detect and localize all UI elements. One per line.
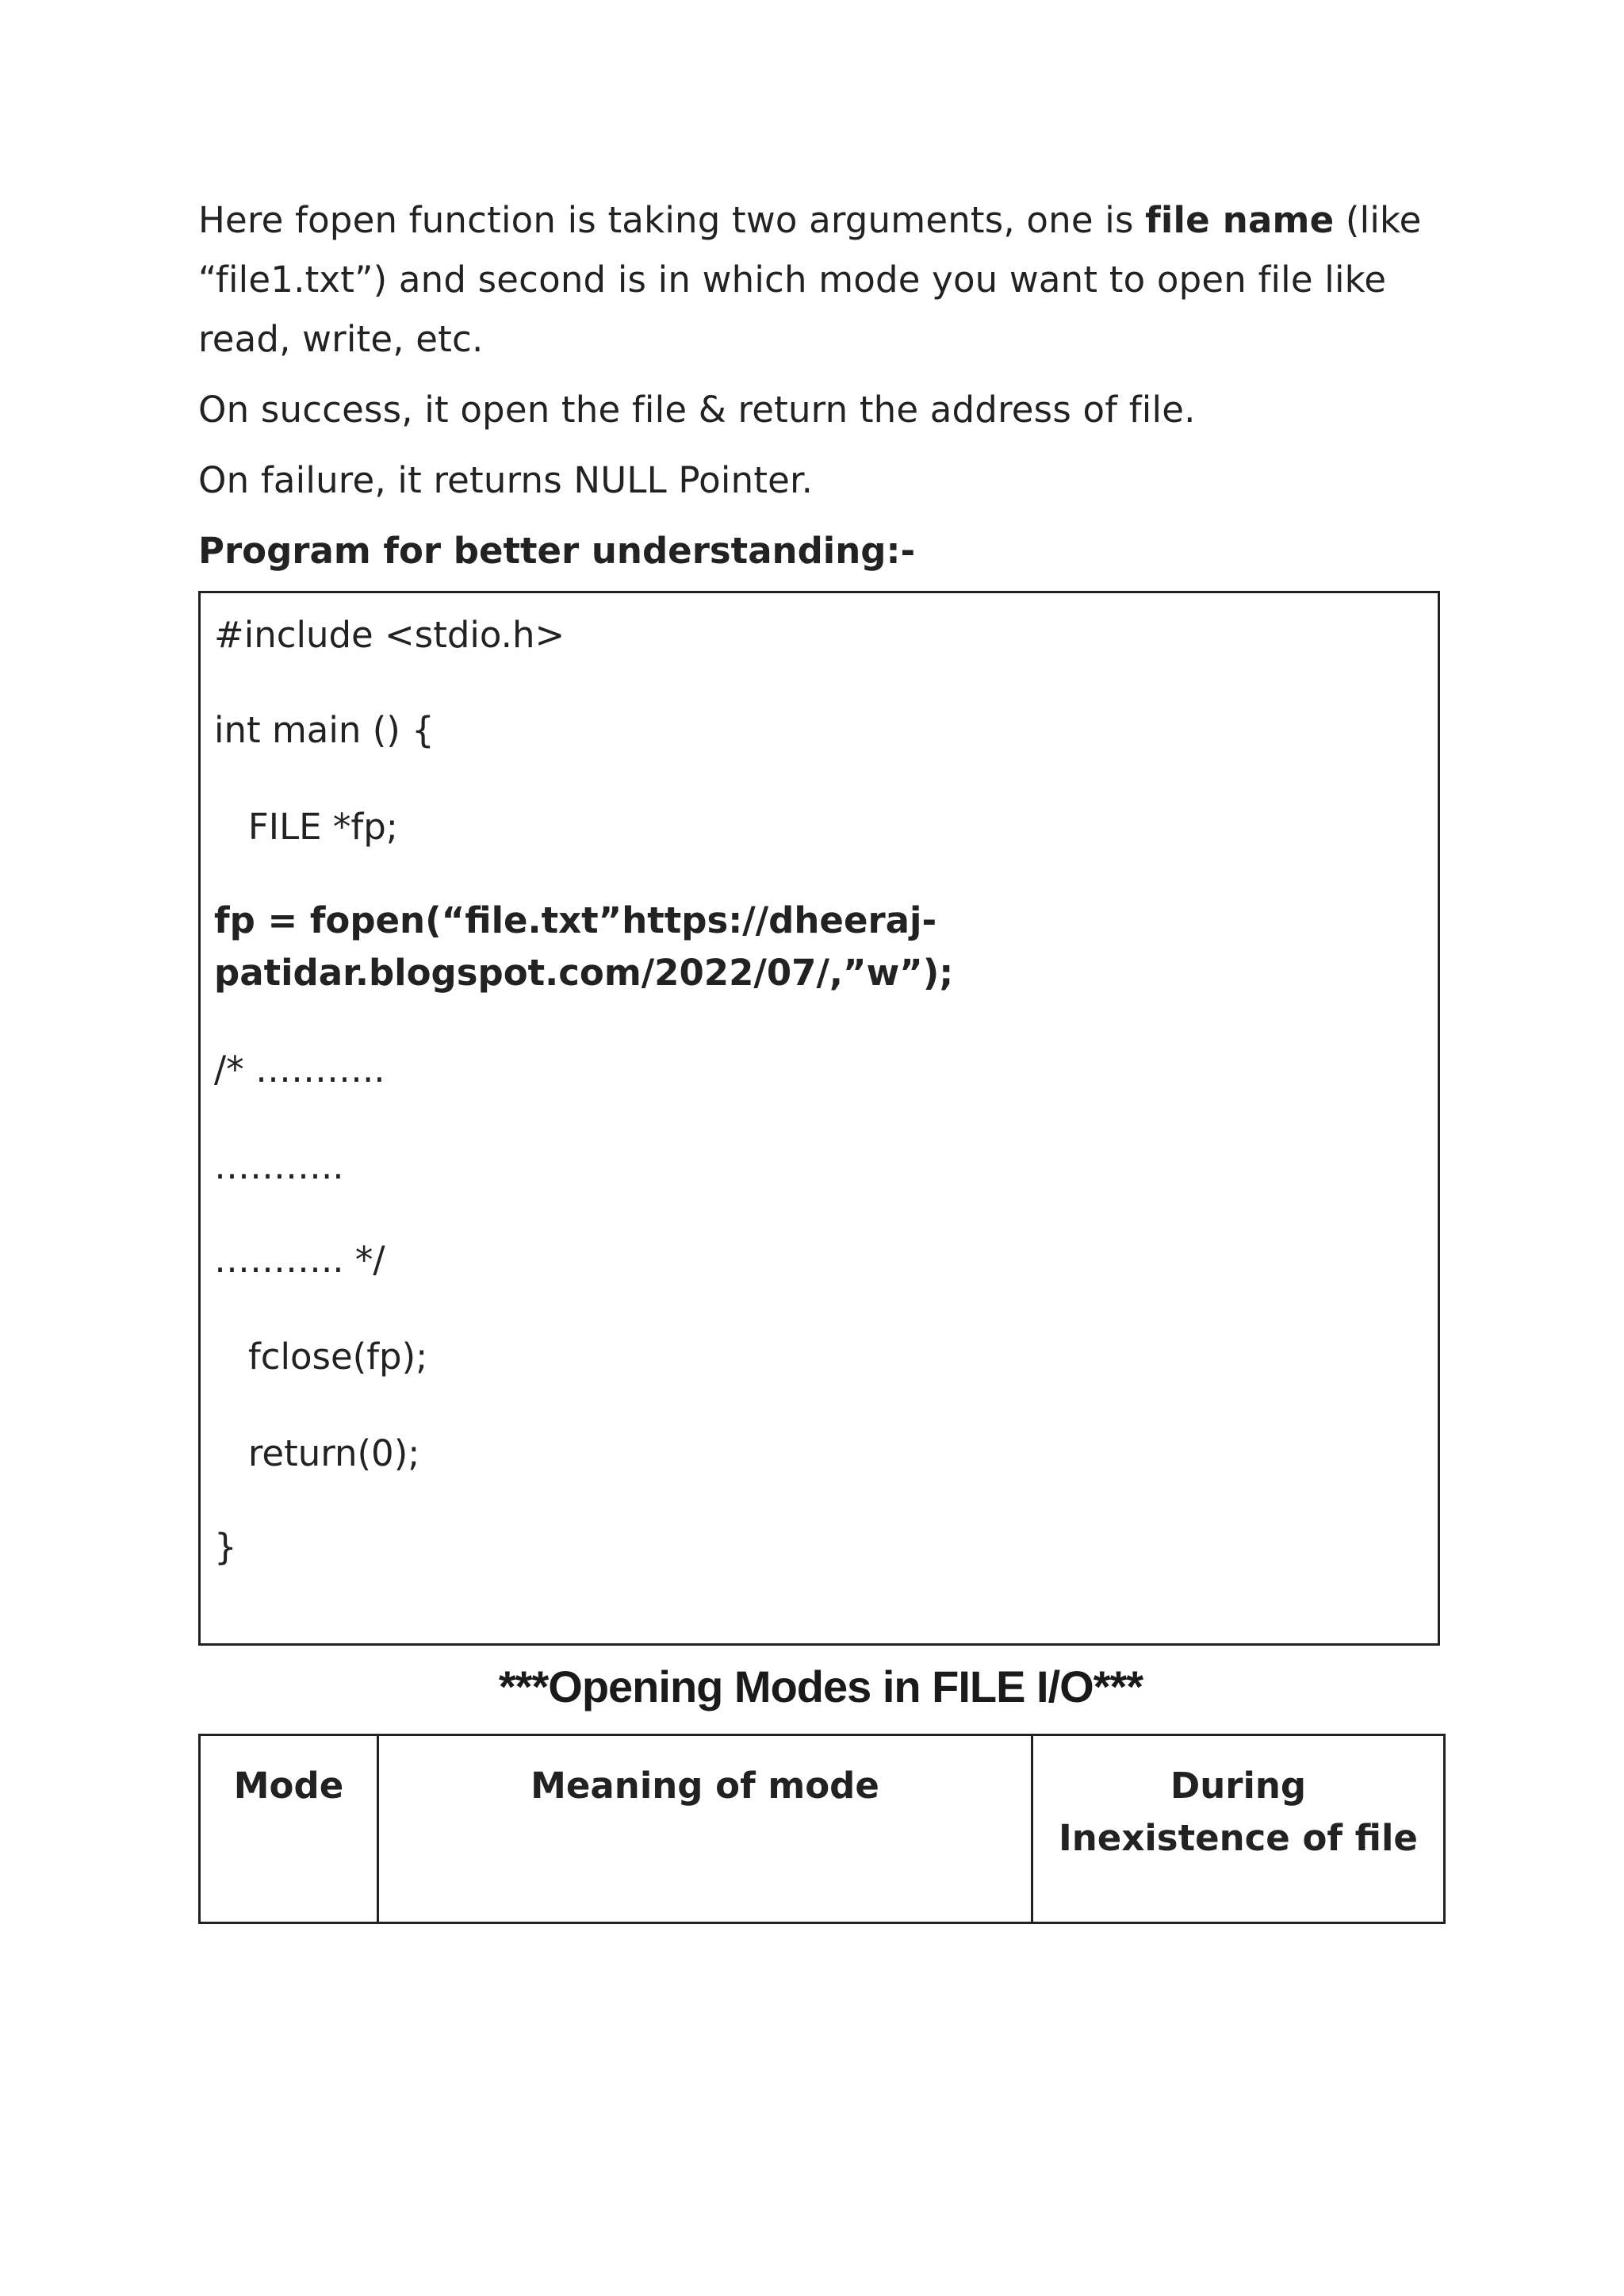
success-paragraph: On success, it open the file & return the address of file.	[198, 389, 1196, 431]
code-line-close-brace: }	[214, 1526, 237, 1568]
program-heading: Program for better understanding:-	[198, 530, 916, 572]
intro-bold-term: file name	[1145, 199, 1335, 241]
table-header-row	[200, 1735, 1445, 1923]
code-line-comment-3: ……….. */	[214, 1239, 385, 1281]
failure-paragraph: On failure, it returns NULL Pointer.	[198, 459, 814, 501]
intro-text-1: Here fopen function is taking two arguments, one is	[198, 199, 1146, 241]
code-line-fclose: fclose(fp);	[214, 1336, 428, 1378]
code-line-comment-2: ………..	[214, 1145, 344, 1187]
header-meaning: Meaning of mode	[378, 1735, 1032, 1923]
code-line-fopen-1: fp = fopen(“file.txt”https://dheeraj-	[214, 899, 937, 941]
code-line-comment-1: /* ………..	[214, 1048, 385, 1091]
section-title: ***Opening Modes in FILE I/O***	[498, 1662, 1143, 1711]
code-line-fopen-2: patidar.blogspot.com/2022/07/,”w”);	[214, 952, 954, 994]
modes-table	[198, 1734, 1446, 1924]
intro-text-2: (like “file1.txt”) and second is in which mode you want to open file like read, write, etc.	[198, 199, 1422, 360]
intro-paragraph	[198, 190, 1443, 369]
code-line-main: int main () {	[214, 709, 435, 751]
code-line-declare: FILE *fp;	[214, 806, 398, 848]
header-inexistence-line1: During	[1170, 1765, 1307, 1807]
header-inexistence	[1032, 1735, 1445, 1923]
document-body	[198, 190, 1443, 581]
header-inexistence-line2: Inexistence of file	[1059, 1817, 1418, 1859]
header-mode: Mode	[200, 1735, 378, 1923]
code-line-include: #include <stdio.h>	[214, 614, 565, 656]
code-line-return: return(0);	[214, 1432, 420, 1474]
code-block	[198, 591, 1440, 1646]
